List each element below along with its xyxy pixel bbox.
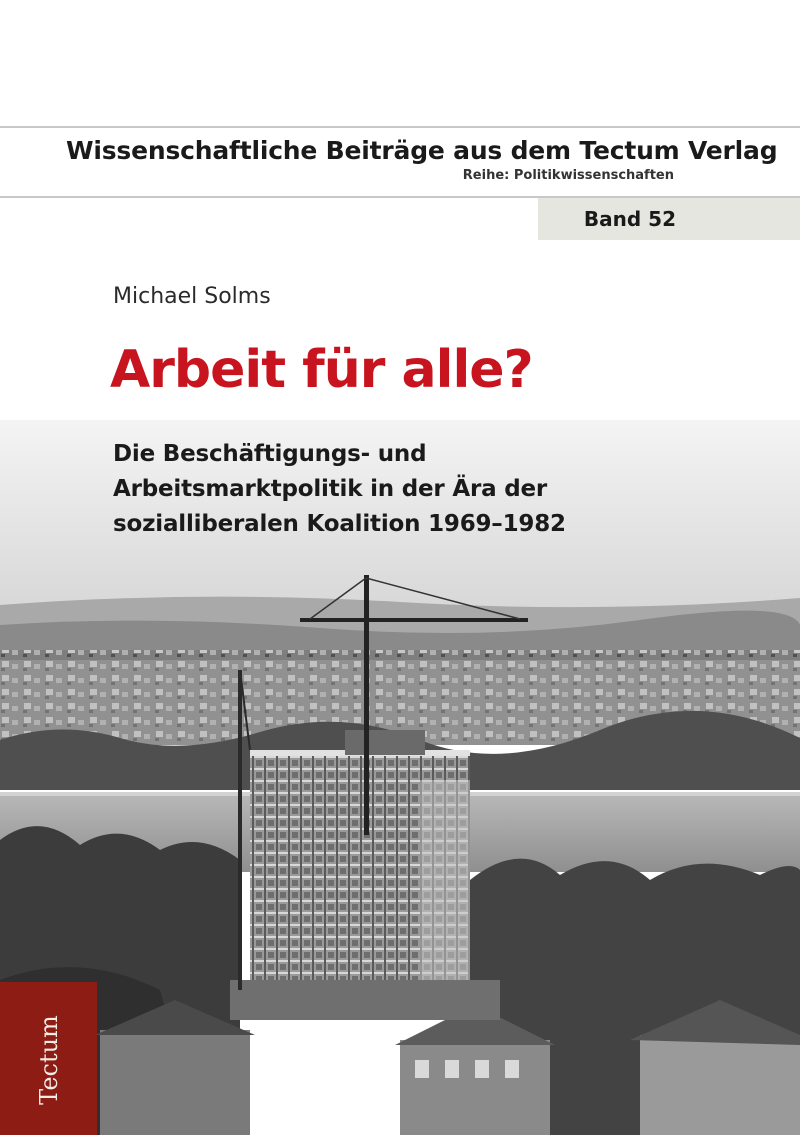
series-title: Wissenschaftliche Beiträge aus dem Tectum Verlag [66, 136, 778, 165]
band-number: Band 52 [583, 207, 676, 231]
subtitle-line: Die Beschäftigungs- und [113, 441, 427, 467]
subtitle-line: Arbeitsmarktpolitik in der Ära der [113, 476, 548, 502]
author-name: Michael Solms [113, 284, 271, 309]
subtitle-line: sozialliberalen Koalition 1969–1982 [113, 511, 566, 537]
top-divider [0, 126, 800, 128]
publisher-logo-text: Tectum [35, 1015, 63, 1105]
book-subtitle [113, 437, 673, 542]
series-subtitle: Reihe: Politikwissenschaften [462, 168, 674, 183]
book-title: Arbeit für alle? [110, 340, 533, 400]
